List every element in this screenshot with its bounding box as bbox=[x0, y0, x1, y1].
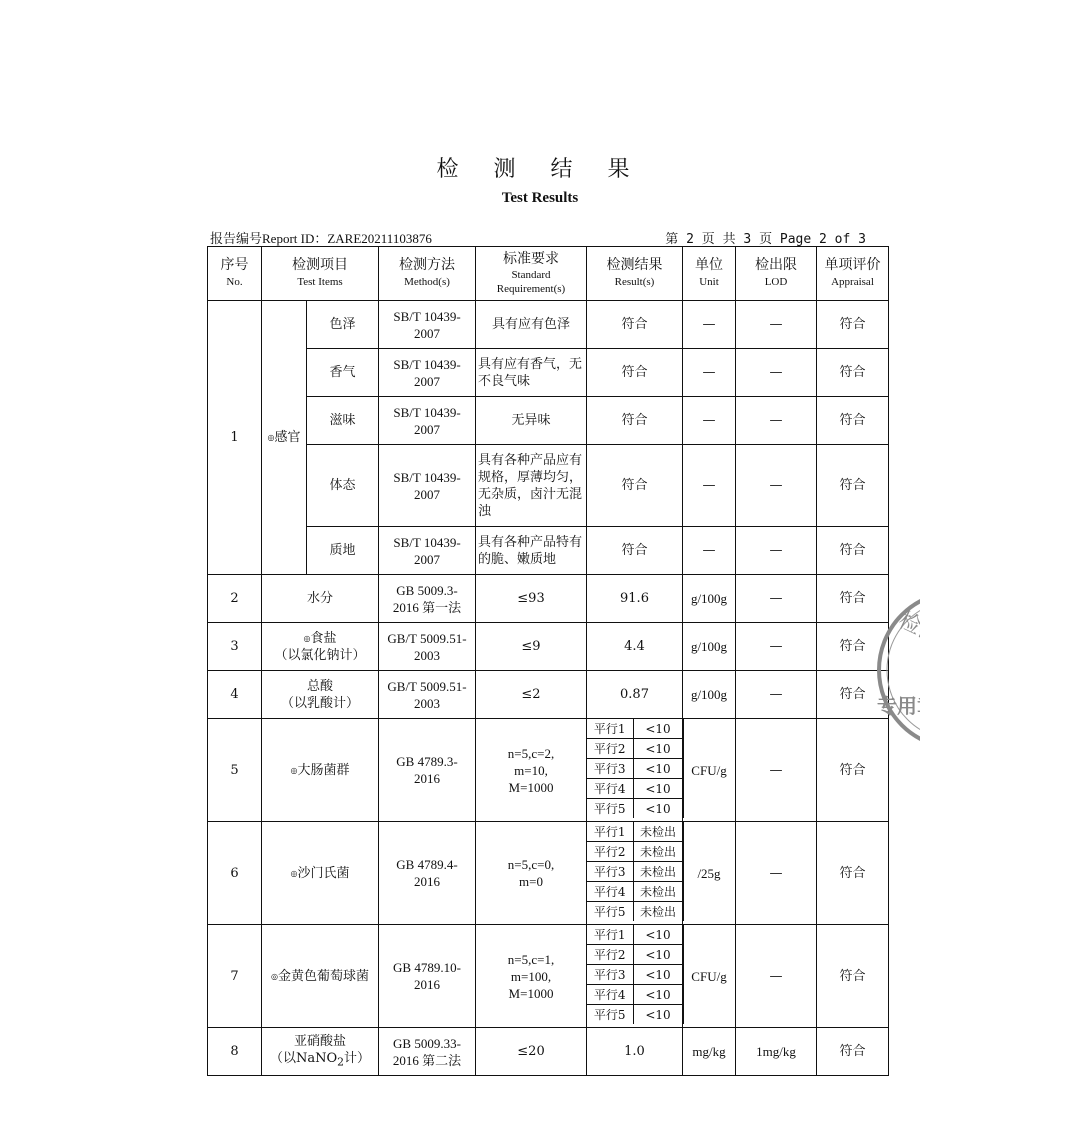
item-name: 亚硝酸盐 （以NaNO$_2$计） bbox=[262, 1028, 379, 1076]
standard: ≤9 bbox=[476, 623, 587, 671]
appraisal: 符合 bbox=[817, 445, 889, 527]
appraisal: 符合 bbox=[817, 349, 889, 397]
method: GB/T 5009.51- 2003 bbox=[379, 623, 476, 671]
result: 1.0 bbox=[587, 1028, 683, 1076]
row-no: 4 bbox=[208, 671, 262, 719]
unit: CFU/g bbox=[683, 719, 736, 822]
standard: ≤93 bbox=[476, 575, 587, 623]
method: SB/T 10439- 2007 bbox=[379, 301, 476, 349]
method: SB/T 10439- 2007 bbox=[379, 445, 476, 527]
table-row bbox=[208, 349, 889, 397]
appraisal: 符合 bbox=[817, 1028, 889, 1076]
standard: 具有应有香气，无不良气味 bbox=[476, 349, 587, 397]
table-row bbox=[208, 575, 889, 623]
row-no: 6 bbox=[208, 822, 262, 925]
header-appraisal: 单项评价 Appraisal bbox=[817, 247, 889, 301]
unit: — bbox=[683, 527, 736, 575]
header-item: 检测项目 Test Items bbox=[262, 247, 379, 301]
row-no: 5 bbox=[208, 719, 262, 822]
appraisal: 符合 bbox=[817, 301, 889, 349]
header-row bbox=[208, 247, 889, 301]
item-name: ◎金黄色葡萄球菌 bbox=[262, 925, 379, 1028]
page-indicator: 第 2 页 共 3 页 Page 2 of 3 bbox=[665, 232, 866, 247]
lod: — bbox=[736, 925, 817, 1028]
table-row bbox=[208, 719, 889, 822]
table-row bbox=[208, 527, 889, 575]
standard: 具有应有色泽 bbox=[476, 301, 587, 349]
lod: — bbox=[736, 527, 817, 575]
appraisal: 符合 bbox=[817, 397, 889, 445]
result: 91.6 bbox=[587, 575, 683, 623]
standard: 具有各种产品应有规格，厚薄均匀，无杂质，卤汁无混浊 bbox=[476, 445, 587, 527]
page-title-en: Test Results bbox=[501, 190, 579, 206]
sub-item-name: 体态 bbox=[307, 445, 379, 527]
svg-text:专用章: 专用章 bbox=[877, 694, 937, 718]
unit: — bbox=[683, 397, 736, 445]
mark-icon: ◎ bbox=[271, 971, 278, 981]
standard: n=5,c=1, m=100, M=1000 bbox=[476, 925, 587, 1028]
row-no: 1 bbox=[208, 301, 262, 575]
sub-item-name: 香气 bbox=[307, 349, 379, 397]
result: 符合 bbox=[587, 445, 683, 527]
lod: — bbox=[736, 671, 817, 719]
standard: n=5,c=2, m=10, M=1000 bbox=[476, 719, 587, 822]
results-table bbox=[207, 246, 889, 1076]
mark-icon: ◎ bbox=[267, 433, 275, 442]
header-result: 检测结果 Result(s) bbox=[587, 247, 683, 301]
mark-icon: ◎ bbox=[303, 633, 311, 643]
appraisal: 符合 bbox=[817, 719, 889, 822]
unit: g/100g bbox=[683, 623, 736, 671]
header-standard: 标准要求 Standard Requirement(s) bbox=[476, 247, 587, 301]
header-lod: 检出限 LOD bbox=[736, 247, 817, 301]
standard: ≤20 bbox=[476, 1028, 587, 1076]
header-no: 序号 No. bbox=[208, 247, 262, 301]
result: 符合 bbox=[587, 527, 683, 575]
standard: 无异味 bbox=[476, 397, 587, 445]
svg-text:检测有限: 检测有限 bbox=[894, 607, 985, 668]
row-no: 2 bbox=[208, 575, 262, 623]
parallel-table: 平行1 未检出 平行2 未检出 平行3 未检出 平行4 未检出 平行5 未检出 bbox=[587, 822, 683, 921]
unit: g/100g bbox=[683, 671, 736, 719]
method: GB 4789.4- 2016 bbox=[379, 822, 476, 925]
table-row bbox=[208, 397, 889, 445]
result-parallels bbox=[587, 822, 683, 925]
appraisal: 符合 bbox=[817, 623, 889, 671]
table-row bbox=[208, 623, 889, 671]
lod: — bbox=[736, 623, 817, 671]
item-name: ◎食盐 （以氯化钠计） bbox=[262, 623, 379, 671]
row-no: 7 bbox=[208, 925, 262, 1028]
unit: CFU/g bbox=[683, 925, 736, 1028]
header-unit: 单位 Unit bbox=[683, 247, 736, 301]
sub-item-name: 色泽 bbox=[307, 301, 379, 349]
parallel-table: 平行1 <10 平行2 <10 平行3 <10 平行4 <10 平行5 <10 bbox=[587, 925, 683, 1024]
table-row bbox=[208, 445, 889, 527]
method: GB 5009.3- 2016 第一法 bbox=[379, 575, 476, 623]
lod: — bbox=[736, 575, 817, 623]
appraisal: 符合 bbox=[817, 527, 889, 575]
table-row bbox=[208, 822, 889, 925]
lod: — bbox=[736, 349, 817, 397]
row-no: 3 bbox=[208, 623, 262, 671]
lod: 1mg/kg bbox=[736, 1028, 817, 1076]
header-method: 检测方法 Method(s) bbox=[379, 247, 476, 301]
page-title-cn: 检 测 结 果 bbox=[436, 157, 644, 182]
table-row bbox=[208, 671, 889, 719]
lod: — bbox=[736, 445, 817, 527]
table-row bbox=[208, 1028, 889, 1076]
result: 符合 bbox=[587, 301, 683, 349]
appraisal: 符合 bbox=[817, 671, 889, 719]
unit: /25g bbox=[683, 822, 736, 925]
item-name: ◎大肠菌群 bbox=[262, 719, 379, 822]
appraisal: 符合 bbox=[817, 822, 889, 925]
standard: n=5,c=0, m=0 bbox=[476, 822, 587, 925]
method: GB 5009.33- 2016 第二法 bbox=[379, 1028, 476, 1076]
item-name: ◎沙门氏菌 bbox=[262, 822, 379, 925]
table-row bbox=[208, 925, 889, 1028]
lod: — bbox=[736, 822, 817, 925]
result-parallels bbox=[587, 719, 683, 822]
mark-icon: ◎ bbox=[290, 765, 298, 775]
mark-icon: ◎ bbox=[290, 868, 298, 878]
parallel-table: 平行1 <10 平行2 <10 平行3 <10 平行4 <10 平行5 <10 bbox=[587, 719, 683, 818]
unit: — bbox=[683, 301, 736, 349]
unit: — bbox=[683, 445, 736, 527]
method: GB 4789.10- 2016 bbox=[379, 925, 476, 1028]
result: 4.4 bbox=[587, 623, 683, 671]
standard: ≤2 bbox=[476, 671, 587, 719]
method: GB/T 5009.51- 2003 bbox=[379, 671, 476, 719]
item-name: 水分 bbox=[262, 575, 379, 623]
unit: mg/kg bbox=[683, 1028, 736, 1076]
method: SB/T 10439- 2007 bbox=[379, 527, 476, 575]
appraisal: 符合 bbox=[817, 575, 889, 623]
method: SB/T 10439- 2007 bbox=[379, 349, 476, 397]
report-id: 报告编号Report ID：ZARE20211103876 bbox=[210, 231, 432, 246]
method: SB/T 10439- 2007 bbox=[379, 397, 476, 445]
method: GB 4789.3- 2016 bbox=[379, 719, 476, 822]
group-name: ◎感官 bbox=[262, 301, 307, 575]
item-name: 总酸 （以乳酸计） bbox=[262, 671, 379, 719]
lod: — bbox=[736, 719, 817, 822]
result-parallels bbox=[587, 925, 683, 1028]
sub-item-name: 质地 bbox=[307, 527, 379, 575]
result: 0.87 bbox=[587, 671, 683, 719]
sub-item-name: 滋味 bbox=[307, 397, 379, 445]
row-no: 8 bbox=[208, 1028, 262, 1076]
unit: g/100g bbox=[683, 575, 736, 623]
result: 符合 bbox=[587, 397, 683, 445]
standard: 具有各种产品特有的脆、嫩质地 bbox=[476, 527, 587, 575]
unit: — bbox=[683, 349, 736, 397]
appraisal: 符合 bbox=[817, 925, 889, 1028]
table-row bbox=[208, 301, 889, 349]
lod: — bbox=[736, 397, 817, 445]
result: 符合 bbox=[587, 349, 683, 397]
lod: — bbox=[736, 301, 817, 349]
company-seal-stamp bbox=[872, 585, 985, 755]
